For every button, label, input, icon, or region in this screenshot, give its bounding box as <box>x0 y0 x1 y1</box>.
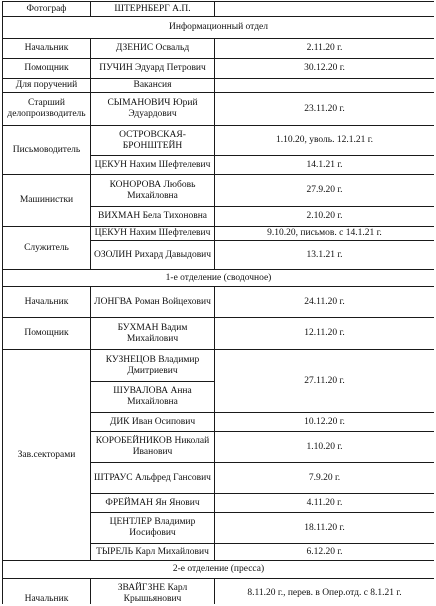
name-cell: СЫМАНОВИЧ Юрий Эдуардович <box>91 93 215 126</box>
personnel-table <box>2 1 434 604</box>
name-cell: Вакансия <box>91 79 215 93</box>
name-cell: КОРОБЕЙНИКОВ Николай Иванович <box>91 432 215 463</box>
name-cell: ДИК Иван Осипович <box>91 413 215 432</box>
position-cell: Помощник <box>3 318 91 350</box>
position-cell: Служитель <box>3 227 91 270</box>
position-cell: Для поручений <box>3 79 91 93</box>
position-cell: Зав.секторами <box>3 350 91 561</box>
section-row <box>3 17 435 39</box>
name-cell: ЛОНГВА Роман Войцехович <box>91 287 215 318</box>
position-cell: Начальник <box>3 39 91 59</box>
section-title: 1-е отделение (сводочное) <box>3 270 435 287</box>
date-cell: 18.11.20 г. <box>215 513 435 544</box>
name-cell: ЦЕКУН Нахим Шефтелевич <box>91 156 215 175</box>
name-cell: ШУВАЛОВА Анна Михайловна <box>91 382 215 413</box>
date-cell: 24.11.20 г. <box>215 287 435 318</box>
position-cell: Начальник <box>3 579 91 605</box>
position-cell: Помощник <box>3 59 91 79</box>
table-row <box>3 2 435 17</box>
position-cell: Письмоводитель <box>3 126 91 175</box>
section-title: 2-е отделение (пресса) <box>3 561 435 579</box>
name-cell: ЦЕКУН Нахим Шефтелевич <box>91 227 215 241</box>
name-cell: ШТРАУС Альфред Гансович <box>91 463 215 494</box>
name-cell: ТЫРЕЛЬ Карл Михайлович <box>91 544 215 561</box>
position-cell: Старший делопроизводитель <box>3 93 91 126</box>
name-cell: ФРЕЙМАН Ян Янович <box>91 494 215 513</box>
name-cell: ВИХМАН Бела Тихоновна <box>91 207 215 227</box>
table-row <box>3 287 435 318</box>
date-cell: 30.12.20 г. <box>215 59 435 79</box>
table-row <box>3 79 435 93</box>
personnel-document <box>2 1 434 604</box>
position-cell: Машинистки <box>3 175 91 227</box>
date-cell: 23.11.20 г. <box>215 93 435 126</box>
date-cell: 14.1.21 г. <box>215 156 435 175</box>
date-cell <box>215 79 435 93</box>
date-cell: 1.10.20, уволь. 12.1.21 г. <box>215 126 435 156</box>
date-cell: 8.11.20 г., перев. в Опер.отд. с 8.1.21 г. <box>215 579 435 605</box>
table-row <box>3 175 435 207</box>
date-cell: 12.11.20 г. <box>215 318 435 350</box>
section-row <box>3 561 435 579</box>
table-row <box>3 318 435 350</box>
table-row <box>3 227 435 241</box>
name-cell: КУЗНЕЦОВ Владимир Дмитриевич <box>91 350 215 382</box>
date-cell: 27.9.20 г. <box>215 175 435 207</box>
name-cell: ОЗОЛИН Рихард Давыдович <box>91 241 215 270</box>
date-cell: 13.1.21 г. <box>215 241 435 270</box>
table-row <box>3 350 435 382</box>
table-row <box>3 126 435 156</box>
date-cell: 2.11.20 г. <box>215 39 435 59</box>
name-cell: КОНОРОВА Любовь Михайловна <box>91 175 215 207</box>
date-cell: 2.10.20 г. <box>215 207 435 227</box>
position-cell: Начальник <box>3 287 91 318</box>
date-cell: 10.12.20 г. <box>215 413 435 432</box>
date-cell: 4.11.20 г. <box>215 494 435 513</box>
date-cell: 9.10.20, письмов. с 14.1.21 г. <box>215 227 435 241</box>
section-row <box>3 270 435 287</box>
name-cell: ПУЧИН Эдуард Петрович <box>91 59 215 79</box>
table-row <box>3 93 435 126</box>
name-cell: ЗВАЙГЗНЕ Карл Крышьянович <box>91 579 215 605</box>
date-cell: 7.9.20 г. <box>215 463 435 494</box>
date-cell: 6.12.20 г. <box>215 544 435 561</box>
name-cell: ОСТРОВСКАЯ-БРОНШТЕЙН <box>91 126 215 156</box>
table-row <box>3 39 435 59</box>
table-row <box>3 579 435 605</box>
name-cell: БУХМАН Вадим Михайлович <box>91 318 215 350</box>
name-cell: ДЗЕНИС Освальд <box>91 39 215 59</box>
date-cell <box>215 2 435 17</box>
section-title: Информационный отдел <box>3 17 435 39</box>
name-cell: ЦЕНТЛЕР Владимир Иосифович <box>91 513 215 544</box>
name-cell: ШТЕРНБЕРГ А.П. <box>91 2 215 17</box>
date-cell: 1.10.20 г. <box>215 432 435 463</box>
position-cell: Фотограф <box>3 2 91 17</box>
table-row <box>3 59 435 79</box>
date-cell: 27.11.20 г. <box>215 350 435 413</box>
